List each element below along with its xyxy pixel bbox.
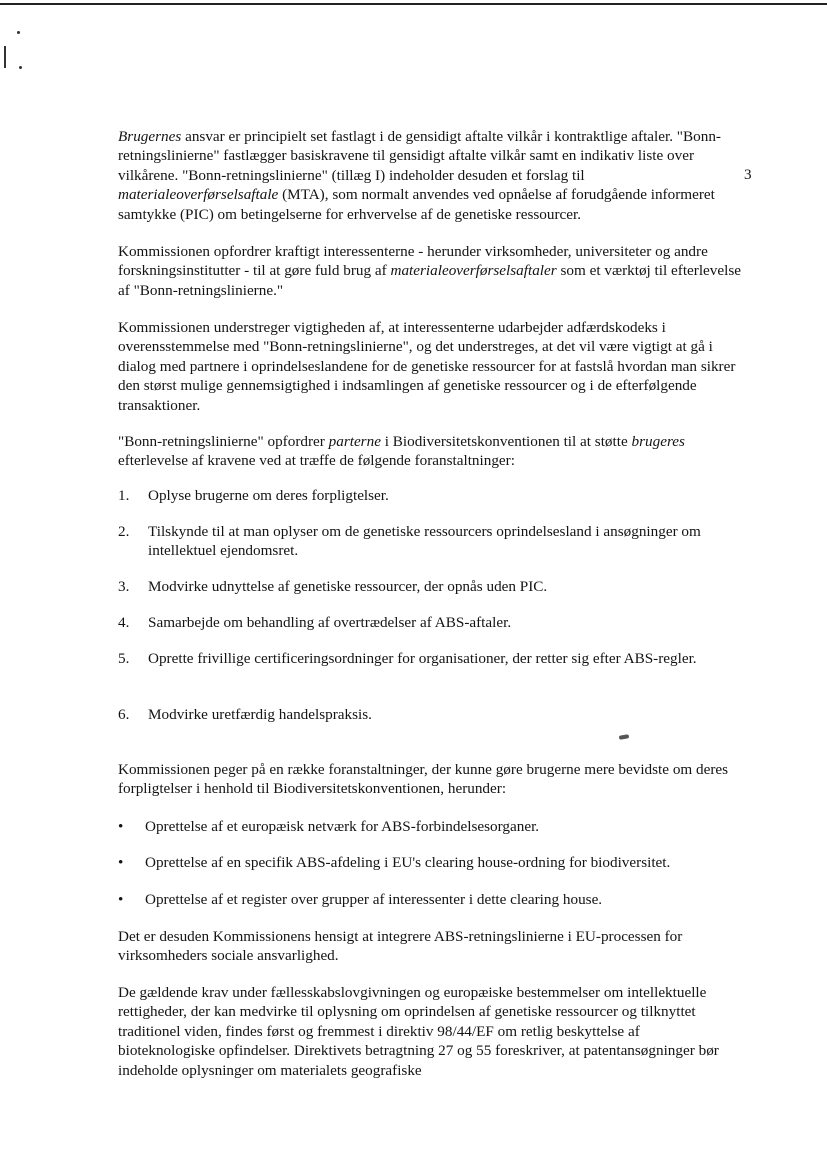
list-item-text: Oprettelse af et europæisk netværk for ABS-forbindelsesorganer. <box>145 818 540 835</box>
scan-margin-mark <box>4 46 6 68</box>
text-segment: parterne <box>328 433 381 450</box>
text-segment: Kommissionen opfordrer kraftigt interessenterne - herunder virksomheder, universiteter og andre forskningsinstitutter - til at gøre fuld brug af <box>118 243 708 280</box>
text-segment: Kommissionen understreger vigtigheden af, at interessenterne udarbejder adfærdskodeks i overensstemmelse med "Bonn-retningslinierne", og det understreges, at det vil være vigtigt at gå i dialog med partnere i oprindelseslandene for de genetiske ressourcer for at fastslå hvordan man sikrer den størst mulige gennemsigtighed i indsamlingen af genetiske ressourcer og i de efterfølgende transaktioner. <box>118 319 736 414</box>
text-segment: ansvar er principielt set fastlagt i de gensidigt aftalte vilkår i kontraktlige aftaler. "Bonn-retningslinierne" fastlægger basiskravene til gensidigt aftalte vilkår samt en indikativ liste over vilkårene. "Bonn-retningslinierne" (tillæg I) indeholder desuden et forslag til <box>118 128 721 184</box>
text-segment: "Bonn-retningslinierne" opfordrer <box>118 433 329 450</box>
list-item <box>118 522 730 561</box>
list-item-text: Oplyse brugerne om deres forpligtelser. <box>148 487 389 504</box>
paragraph-text: Kommissionen peger på en række foranstaltninger, der kunne gøre brugerne mere bevidste om deres forpligtelser i henhold til Biodiversitetskonventionen, herunder: <box>118 761 729 798</box>
scan-speck <box>619 734 630 740</box>
paragraph-user-responsibility <box>118 127 746 224</box>
bullet-marker: • <box>118 854 124 871</box>
list-number: 4. <box>118 614 130 631</box>
list-number: 5. <box>118 650 130 667</box>
list-item <box>118 705 730 724</box>
paragraph-legislation <box>118 983 730 1080</box>
paragraph-bonn-parties <box>118 432 730 471</box>
text-segment: materialeoverførselsaftaler <box>390 262 557 280</box>
scan-margin-dot <box>17 31 20 34</box>
paragraph-mta-encouragement <box>118 242 746 300</box>
list-item <box>118 890 730 909</box>
list-item <box>118 577 730 596</box>
list-item-text: Oprettelse af et register over grupper af interessenter i dette clearing house. <box>145 891 603 908</box>
list-item-text: Modvirke udnyttelse af genetiske ressourcer, der opnås uden PIC. <box>148 578 548 595</box>
scan-top-edge <box>0 3 827 5</box>
list-item-text: Modvirke uretfærdig handelspraksis. <box>148 706 372 723</box>
page-number: 3 <box>744 166 752 183</box>
list-number: 3. <box>118 578 130 595</box>
text-segment: som et værktøj til efterlevelse af "Bonn-retningslinierne." <box>118 262 741 299</box>
text-segment: i Biodiversitetskonventionen til at støtte <box>380 433 632 450</box>
list-item <box>118 486 730 505</box>
paragraph-codes-of-conduct <box>118 318 746 415</box>
list-item <box>118 853 730 872</box>
text-segment: Brugernes <box>118 128 182 145</box>
list-number: 2. <box>118 523 130 540</box>
list-item <box>118 817 730 836</box>
list-item <box>118 649 730 668</box>
text-segment: brugeres <box>631 433 685 450</box>
paragraph-awareness-measures <box>118 760 730 799</box>
list-item-text: Samarbejde om behandling af overtrædelser af ABS-aftaler. <box>148 614 512 631</box>
bullet-marker: • <box>118 818 124 835</box>
paragraph-text: De gældende krav under fællesskabslovgivningen og europæiske bestemmelser om intellektuelle rettigheder, der kan medvirke til oplysning om oprindelsen af genetiske ressourcer og tilknyttet traditionel viden, findes først og fremmest i direktiv 98/44/EF om retlig beskyttelse af bioteknologiske opfindelser. Direktivets betragtning 27 og 55 foreskriver, at patentansøgninger bør indeholde oplysninger om materialets geografiske <box>118 984 719 1079</box>
list-number: 6. <box>118 706 130 723</box>
list-item-text: Oprettelse af en specifik ABS-afdeling i EU's clearing house-ordning for biodiversitet. <box>145 854 671 871</box>
paragraph-csr <box>118 927 730 966</box>
scan-margin-dot <box>19 66 22 69</box>
paragraph-text: Det er desuden Kommissionens hensigt at integrere ABS-retningslinierne i EU-processen for virksomheders sociale ansvarlighed. <box>118 928 683 965</box>
list-item-text: Tilskynde til at man oplyser om de genetiske ressourcers oprindelsesland i ansøgninger om intellektuel ejendomsret. <box>148 523 701 560</box>
text-segment: efterlevelse af kravene ved at træffe de følgende foranstaltninger: <box>118 452 515 470</box>
list-item-text: Oprette frivillige certificeringsordninger for organisationer, der retter sig efter ABS-regler. <box>148 650 697 667</box>
text-segment: materialeoverførselsaftale <box>118 186 279 204</box>
list-item <box>118 613 730 632</box>
text-segment: (MTA), som normalt anvendes ved opnåelse af forudgående informeret samtykke (PIC) om betingelserne for erhvervelse af de genetiske ressourcer. <box>118 186 715 223</box>
bullet-marker: • <box>118 891 124 908</box>
list-number: 1. <box>118 487 130 504</box>
